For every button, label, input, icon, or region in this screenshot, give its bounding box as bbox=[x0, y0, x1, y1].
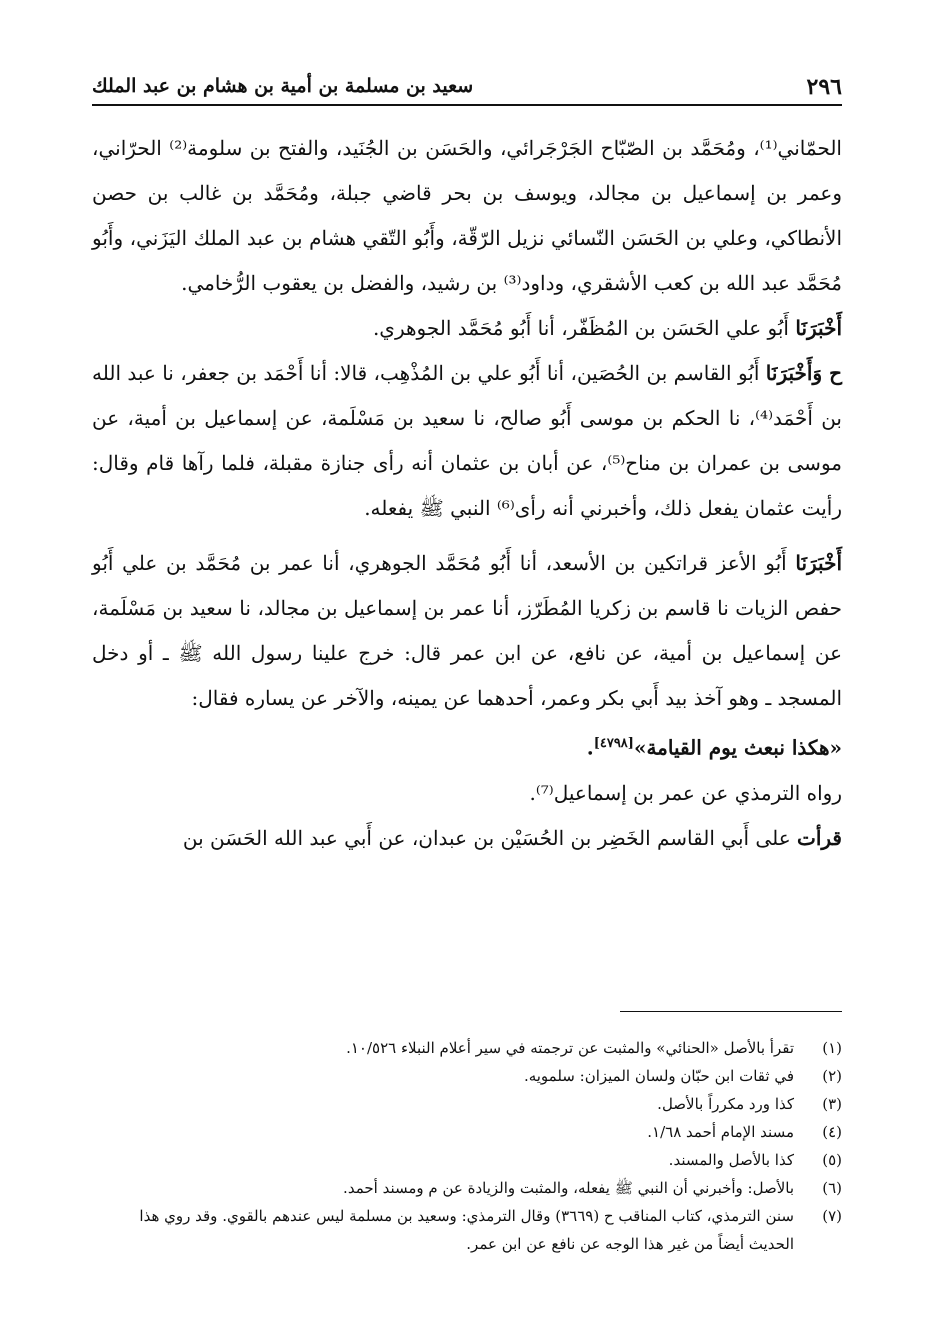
footnote-text: في ثقات ابن حبّان ولسان الميزان: سلمويه. bbox=[523, 1067, 794, 1085]
footnote-number: (٢) bbox=[822, 1067, 842, 1085]
footnote-text: كذا بالأصل والمسند. bbox=[668, 1151, 794, 1169]
paragraph-narrators bbox=[92, 126, 842, 306]
paragraph-isnad-2 bbox=[92, 351, 842, 531]
footnote-number: (٤) bbox=[822, 1123, 842, 1141]
paragraph-text: أَبُو علي الحَسَن بن المُظَفّر، أنا أَبُو مُحَمَّد الجوهري. bbox=[372, 316, 796, 340]
footnote-separator bbox=[620, 1011, 842, 1012]
footnote bbox=[92, 1146, 842, 1174]
footnote bbox=[92, 1174, 842, 1202]
main-text bbox=[92, 126, 842, 861]
footnote bbox=[92, 1090, 842, 1118]
footnote-number: (٦) bbox=[822, 1179, 842, 1197]
paragraph-text: أَبُو القاسم بن الحُصَين، أنا أَبُو علي بن المُذْهِب، قالا: أنا أَحْمَد بن جعفر، نا عبد الله بن أَحْمَد⁽⁴⁾، نا الحكم بن موسى أَبُو صالح، نا سعيد بن مَسْلَمة، عن إسماعيل بن أمية، عن موسى بن عمران بن مناح⁽⁵⁾، عن أبان بن عثمان أنه رأى جنازة مقبلة، فلما رآها قام وقال: رأيت عثمان يفعل ذلك، وأخبرني أنه رأى⁽⁶⁾ النبي ﷺ يفعله. bbox=[92, 361, 843, 520]
lead-word: أَخْبَرَنَا bbox=[795, 551, 842, 575]
paragraph-text: الحمّاني⁽¹⁾، ومُحَمَّد بن الصّبّاح الجَرْجَرائي، والحَسَن بن الجُنَيد، والفتح بن سلومة⁽²⁾ الحرّاني، وعمر بن إسماعيل بن مجالد، ويوسف بن بحر قاضي جبلة، ومُحَمَّد بن غالب بن حصن الأنطاكي، وعلي بن الحَسَن النّسائي نزيل الرّقّة، وأَبُو التّقي هشام بن عبد الملك اليَزَني، وأَبُو مُحَمَّد عبد الله بن كعب الأشقري، وداود⁽³⁾ بن رشيد، والفضل بن يعقوب الرُّخامي. bbox=[92, 136, 842, 295]
paragraph-tirmidhi bbox=[92, 771, 842, 816]
lead-word: ح وَأَخْبَرَنَا bbox=[765, 361, 842, 385]
footnote-text: تقرأ بالأصل «الحنائي» والمثبت عن ترجمته في سير أعلام النبلاء ١٠/٥٢٦. bbox=[346, 1039, 794, 1057]
footnote bbox=[92, 1202, 842, 1258]
footnote-number: (١) bbox=[822, 1039, 842, 1057]
footnotes bbox=[92, 1034, 842, 1258]
hadith-number: [٤٧٩٨] bbox=[593, 736, 634, 751]
paragraph-isnad-1 bbox=[92, 306, 842, 351]
paragraph-hadith bbox=[92, 541, 842, 721]
footnote-text: مسند الإمام أحمد ١/٦٨. bbox=[647, 1123, 794, 1141]
lead-word: أَخْبَرَنَا bbox=[795, 316, 842, 340]
paragraph-quote bbox=[92, 721, 842, 771]
paragraph-text: على أَبي القاسم الخَضِر بن الحُسَيْن بن عبدان، عن أَبي عبد الله الحَسَن بن bbox=[182, 825, 798, 850]
footnote bbox=[92, 1062, 842, 1090]
page-number: ٢٩٦ bbox=[806, 74, 842, 100]
footnote-number: (٧) bbox=[822, 1207, 842, 1225]
quote-end: . bbox=[586, 735, 594, 760]
page-header bbox=[92, 72, 842, 106]
lead-word: قرأت bbox=[797, 825, 842, 850]
footnote bbox=[92, 1118, 842, 1146]
footnote-number: (٣) bbox=[822, 1095, 842, 1113]
paragraph-reading bbox=[92, 816, 842, 861]
hadith-quote: «هكذا نبعث يوم القيامة» bbox=[633, 735, 842, 760]
footnote-text: سنن الترمذي، كتاب المناقب ح (٣٦٦٩) وقال الترمذي: وسعيد بن مسلمة ليس عندهم بالقوي. وقد روي هذا الحديث أيضاً من غير هذا الوجه عن نافع عن ابن عمر. bbox=[139, 1207, 794, 1253]
footnote-text: بالأصل: وأخبرني أن النبي ﷺ يفعله، والمثبت والزيادة عن م ومسند أحمد. bbox=[343, 1179, 794, 1197]
footnote-text: كذا ورد مكرراً بالأصل. bbox=[657, 1095, 794, 1113]
running-title: سعيد بن مسلمة بن أمية بن هشام بن عبد الملك bbox=[92, 75, 474, 97]
paragraph-text: رواه الترمذي عن عمر بن إسماعيل⁽⁷⁾. bbox=[529, 780, 842, 805]
paragraph-text: أَبُو الأعز قراتكين بن الأسعد، أنا أَبُو مُحَمَّد الجوهري، أنا عمر بن مُحَمَّد بن علي أَبُو حفص الزيات نا قاسم بن زكريا المُطَرّز، أنا عمر بن إسماعيل بن مجالد، نا سعيد بن مَسْلَمة، عن إسماعيل بن أمية، عن نافع، عن ابن عمر قال: خرج علينا رسول الله ﷺ ـ أو دخل المسجد ـ وهو آخذ بيد أَبي بكر وعمر، أحدهما عن يمينه، والآخر عن يساره فقال: bbox=[92, 551, 843, 710]
footnote-number: (٥) bbox=[822, 1151, 842, 1169]
footnote bbox=[92, 1034, 842, 1062]
